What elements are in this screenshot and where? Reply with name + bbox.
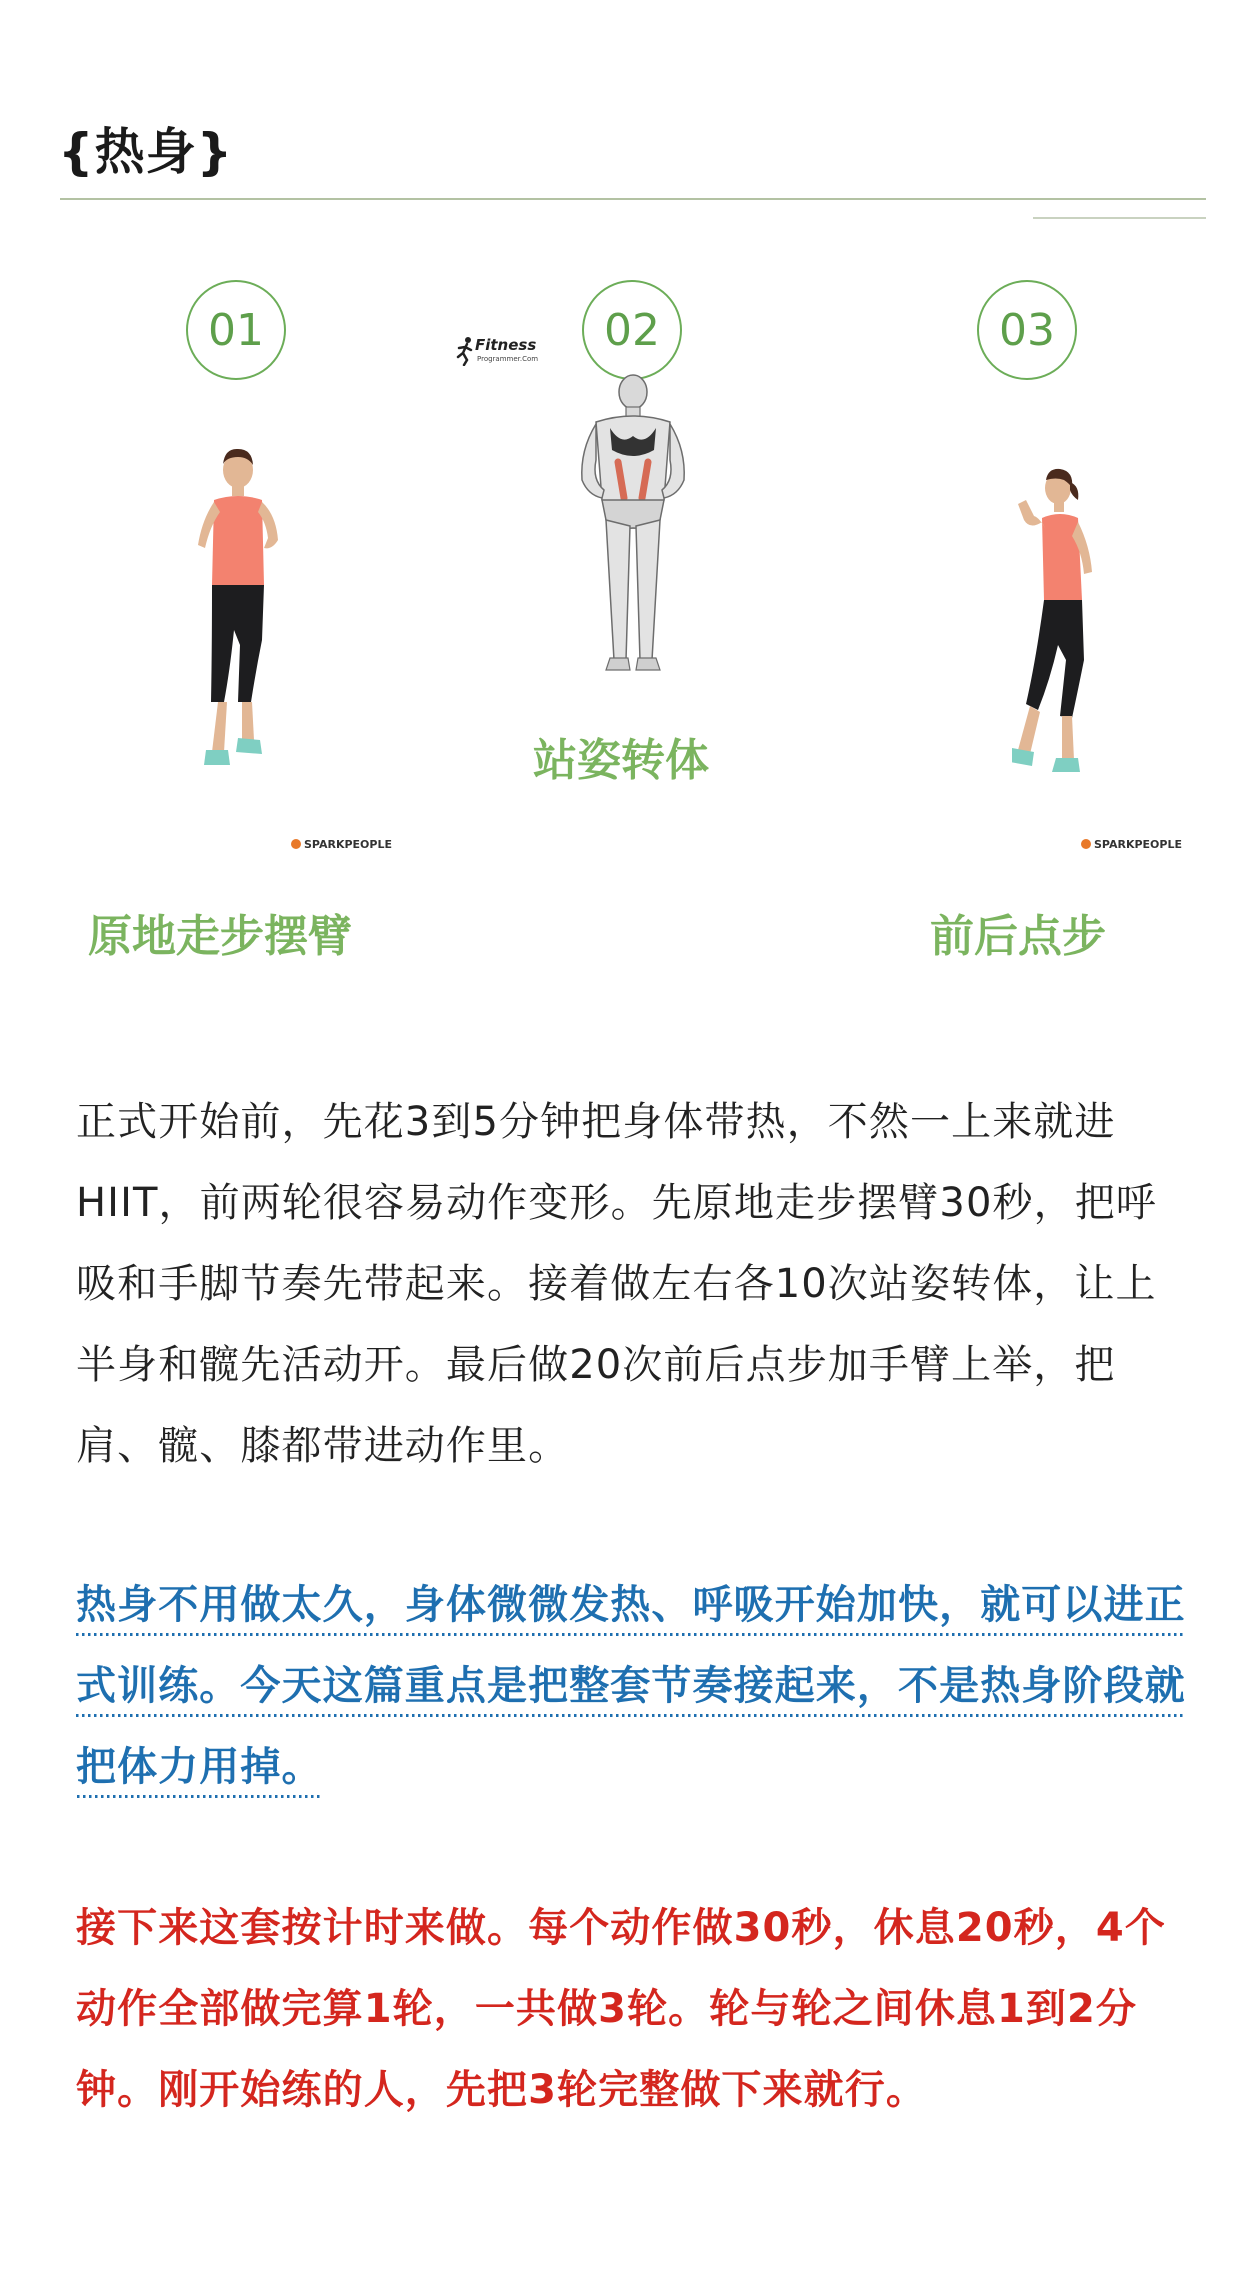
sparkpeople-logo-2	[1081, 838, 1182, 851]
fitness-logo-text: Fitness	[475, 336, 537, 354]
intro-paragraph: 正式开始前，先花3到5分钟把身体带热，不然一上来就进 HIIT，前两轮很容易动作变形。先原地走步摆臂30秒，把呼吸和手脚节奏先带起来。接着做左右各10次站姿转体，让上半身和髋先活动开。最后做20次前后点步加手臂上举，把肩、髋、膝都带进动作里。	[76, 1099, 1157, 1469]
step-3-label: 前后点步	[930, 911, 1106, 962]
plan-paragraph: 接下来这套按计时来做。每个动作做30秒，休息20秒，4个动作全部做完算1轮，一共做3轮。轮与轮之间休息1到2分钟。刚开始练的人，先把3轮完整做下来就行。	[76, 1905, 1166, 2113]
spark-dot-icon	[1081, 839, 1091, 849]
step-2-label: 站姿转体	[533, 735, 709, 786]
step-3-number: 03	[977, 280, 1077, 380]
tip-text: 热身不用做太久，身体微微发热、呼吸开始加快，就可以进正式训练。今天这篇重点是把整套节奏接起来，不是热身阶段就把体力用掉。	[76, 1582, 1186, 1798]
title-divider	[60, 198, 1206, 200]
step-forward-back-figure	[1012, 460, 1132, 790]
title-divider-short	[1033, 217, 1206, 219]
sparkpeople-text-1: SPARKPEOPLE	[304, 838, 392, 851]
standing-torso-twist-figure	[558, 370, 708, 680]
march-in-place-figure	[176, 440, 300, 780]
tip-paragraph	[76, 1565, 1186, 1808]
spark-dot-icon	[291, 839, 301, 849]
fitness-programmer-logo	[455, 336, 555, 370]
fitness-logo-subtext: Programmer.Com	[477, 355, 539, 363]
sparkpeople-logo-1	[291, 838, 392, 851]
sparkpeople-text-2: SPARKPEOPLE	[1094, 838, 1182, 851]
runner-logo-icon	[455, 336, 475, 366]
step-1-label: 原地走步摆臂	[88, 911, 352, 962]
section-title: {热身}	[58, 123, 234, 181]
step-1-number: 01	[186, 280, 286, 380]
step-2-number: 02	[582, 280, 682, 380]
